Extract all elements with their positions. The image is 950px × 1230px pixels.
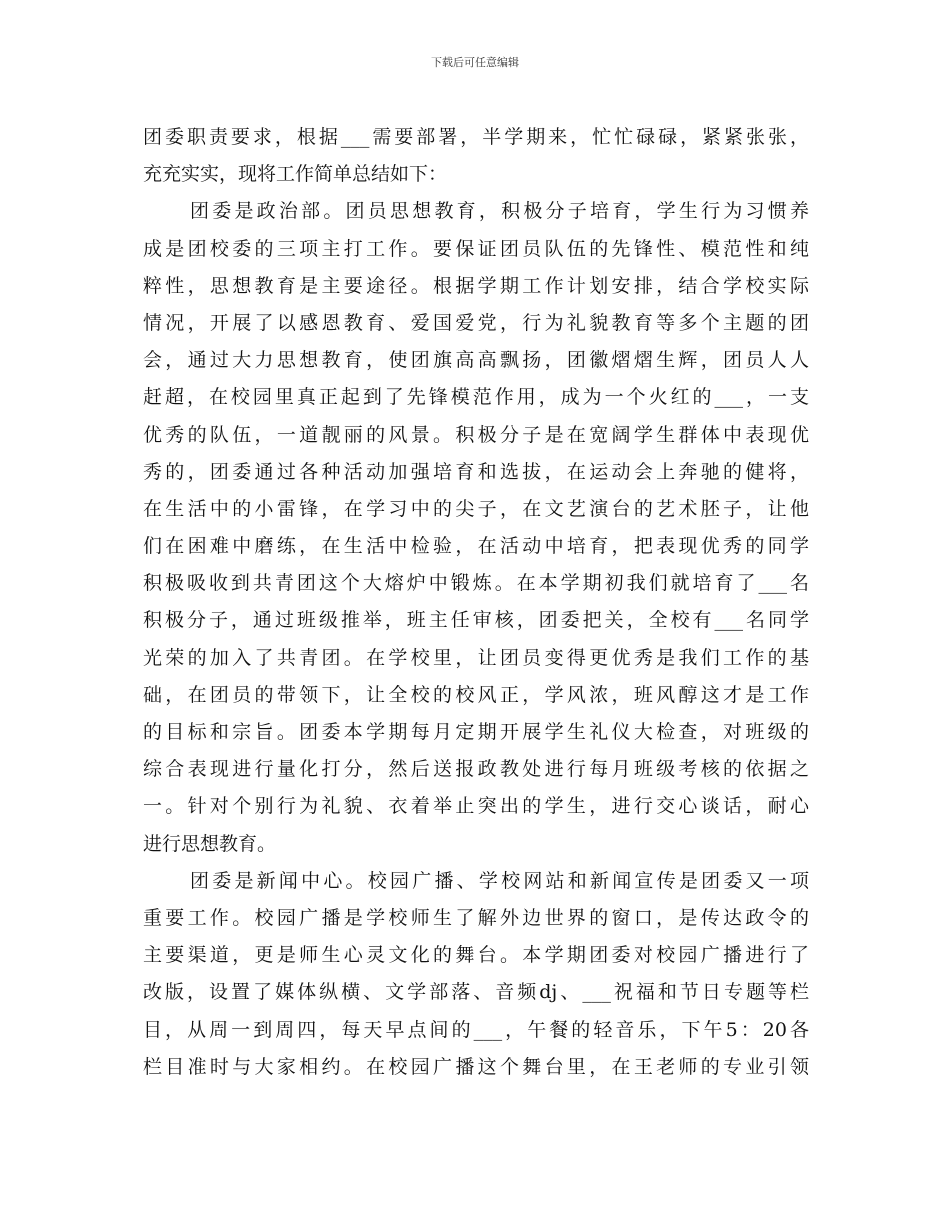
text-line: 一。针对个别行为礼貌、衣着举止突出的学生，进行交心谈话，耐心 (143, 795, 809, 818)
text-line: 情况，开展了以感恩教育、爱国爱党，行为礼貌教育等多个主题的团 (143, 311, 809, 334)
text-line: 进行思想教育。 (143, 832, 277, 855)
paragraph-start-line: 团委是新闻中心。校园广播、学校网站和新闻宣传是团委又一项 (190, 869, 809, 892)
text-line: 目，从周一到周四，每天早点间的___，午餐的轻音乐，下午5：20各 (143, 1018, 809, 1041)
text-line: 栏目准时与大家相约。在校园广播这个舞台里，在王老师的专业引领 (143, 1055, 809, 1078)
text-line: 改版，设置了媒体纵横、文学部落、音频dj、___祝福和节日专题等栏 (143, 981, 809, 1004)
text-line: 积极分子，通过班级推举，班主任审核，团委把关，全校有___名同学 (143, 609, 809, 632)
text-line: 础，在团员的带领下，让全校的校风正，学风浓，班风醇这才是工作 (143, 683, 809, 706)
text-line: 赶超，在校园里真正起到了先锋模范作用，成为一个火红的___，一支 (143, 386, 809, 409)
text-line: 秀的，团委通过各种活动加强培育和选拔，在运动会上奔驰的健将， (143, 460, 809, 483)
text-line: 在生活中的小雷锋，在学习中的尖子，在文艺演台的艺术胚子，让他 (143, 497, 809, 520)
text-line: 重要工作。校园广播是学校师生了解外边世界的窗口，是传达政令的 (143, 906, 809, 929)
text-line: 积极吸收到共青团这个大熔炉中锻炼。在本学期初我们就培育了___名 (143, 572, 809, 595)
text-line: 团委职责要求，根据___需要部署，半学期来，忙忙碌碌，紧紧张张， (143, 126, 809, 148)
text-line: 光荣的加入了共青团。在学校里，让团员变得更优秀是我们工作的基 (143, 646, 809, 669)
text-line: 粹性，思想教育是主要途径。根据学期工作计划安排，结合学校实际 (143, 274, 809, 297)
text-line: 会，通过大力思想教育，使团旗高高飘扬，团徽熠熠生辉，团员人人 (143, 349, 809, 372)
text-line: 综合表现进行量化打分，然后送报政教处进行每月班级考核的依据之 (143, 758, 809, 781)
text-line: 的目标和宗旨。团委本学期每月定期开展学生礼仪大检查，对班级的 (143, 721, 809, 743)
document-body (143, 119, 809, 1086)
text-line: 成是团校委的三项主打工作。要保证团员队伍的先锋性、模范性和纯 (143, 237, 809, 260)
text-line: 优秀的队伍，一道靓丽的风景。积极分子是在宽阔学生群体中表现优 (143, 423, 809, 446)
text-line: 们在困难中磨练，在生活中检验，在活动中培育，把表现优秀的同学 (143, 535, 809, 558)
paragraph-start-line: 团委是政治部。团员思想教育，积极分子培育，学生行为习惯养 (190, 200, 809, 223)
text-line: 主要渠道，更是师生心灵文化的舞台。本学期团委对校园广播进行了 (143, 944, 809, 967)
page-header-note: 下载后可任意编辑 (431, 56, 519, 69)
text-line: 充充实实，现将工作简单总结如下： (143, 163, 448, 186)
